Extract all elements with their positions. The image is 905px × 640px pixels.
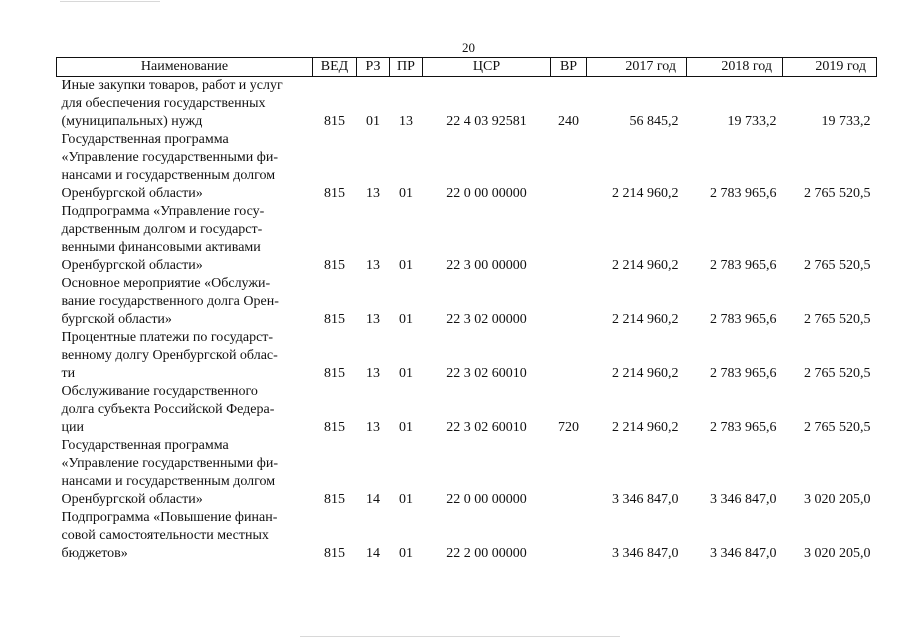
header-csr: ЦСР: [423, 58, 551, 77]
table-row: [57, 509, 877, 563]
row-amount-2018: 3 346 847,0: [710, 546, 777, 561]
row-name: [57, 329, 313, 383]
row-rz: 01: [366, 114, 380, 129]
row-amount-2019: 3 020 205,0: [804, 546, 871, 561]
row-amount-2017: 2 214 960,2: [612, 366, 679, 381]
header-vr: ВР: [551, 58, 587, 77]
row-name-line: «Управление государственными фи-: [61, 150, 278, 165]
row-rz: 13: [366, 312, 380, 327]
row-name-line: Основное мероприятие «Обслужи-: [61, 276, 271, 291]
row-pr: 01: [399, 420, 413, 435]
row-amount-2019: 19 733,2: [821, 114, 871, 129]
row-pr: 01: [399, 258, 413, 273]
row-name-line: вание государственного долга Орен-: [61, 294, 279, 309]
row-name-line: Оренбургской области»: [61, 258, 203, 273]
row-name-line: венному долгу Оренбургской облас-: [61, 348, 278, 363]
row-amount-2018: 2 783 965,6: [710, 258, 777, 273]
row-pr: 01: [399, 546, 413, 561]
row-ved: 815: [324, 492, 345, 507]
row-amount-2018: 2 783 965,6: [710, 186, 777, 201]
row-name-line: дарственным долгом и государст-: [61, 222, 263, 237]
row-ved: 815: [324, 258, 345, 273]
scan-artifact-top: [60, 1, 160, 2]
row-csr: 22 3 02 00000: [446, 312, 527, 327]
row-ved: 815: [324, 186, 345, 201]
row-name-line: долга субъекта Российской Федера-: [61, 402, 275, 417]
row-amount-2018: 2 783 965,6: [710, 312, 777, 327]
row-name-line: ти: [61, 366, 76, 381]
row-amount-2019: 2 765 520,5: [804, 420, 871, 435]
row-name-line: нансами и государственным долгом: [61, 474, 276, 489]
page-number: 20: [462, 40, 475, 55]
row-ved: 815: [324, 420, 345, 435]
row-csr: 22 0 00 00000: [446, 492, 527, 507]
row-csr: 22 2 00 00000: [446, 546, 527, 561]
row-name-line: Подпрограмма «Управление госу-: [61, 204, 265, 219]
table-row: [57, 131, 877, 203]
header-2018: 2018 год: [687, 58, 783, 77]
row-amount-2019: 2 765 520,5: [804, 186, 871, 201]
table-row: [57, 203, 877, 275]
row-amount-2018: 3 346 847,0: [710, 492, 777, 507]
row-name-line: нансами и государственным долгом: [61, 168, 276, 183]
row-name-line: «Управление государственными фи-: [61, 456, 278, 471]
row-pr: 01: [399, 186, 413, 201]
row-amount-2019: 2 765 520,5: [804, 258, 871, 273]
row-rz: 14: [366, 546, 380, 561]
row-name-line: венными финансовыми активами: [61, 240, 261, 255]
row-vr: [551, 437, 587, 509]
table-row: [57, 437, 877, 509]
row-rz: 13: [366, 420, 380, 435]
row-name: [57, 131, 313, 203]
row-ved: 815: [324, 312, 345, 327]
row-amount-2017: 3 346 847,0: [612, 492, 679, 507]
row-name-line: Государственная программа: [61, 438, 229, 453]
row-name: [57, 203, 313, 275]
row-rz: 14: [366, 492, 380, 507]
row-amount-2019: 3 020 205,0: [804, 492, 871, 507]
row-pr: 01: [399, 312, 413, 327]
row-csr: 22 0 00 00000: [446, 186, 527, 201]
header-2019: 2019 год: [783, 58, 877, 77]
row-vr: [551, 329, 587, 383]
row-vr: [551, 203, 587, 275]
row-amount-2017: 2 214 960,2: [612, 258, 679, 273]
row-rz: 13: [366, 258, 380, 273]
header-name: Наименование: [57, 58, 313, 77]
row-csr: 22 4 03 92581: [446, 114, 527, 129]
row-name-line: бургской области»: [61, 312, 172, 327]
table-row: [57, 383, 877, 437]
row-name-line: ции: [61, 420, 84, 435]
row-csr: 22 3 00 00000: [446, 258, 527, 273]
row-ved: 815: [324, 546, 345, 561]
row-vr: 720: [558, 420, 579, 435]
row-amount-2019: 2 765 520,5: [804, 312, 871, 327]
row-name: [57, 77, 313, 132]
row-name-line: Оренбургской области»: [61, 186, 203, 201]
row-rz: 13: [366, 366, 380, 381]
row-pr: 01: [399, 492, 413, 507]
header-rz: РЗ: [357, 58, 390, 77]
row-name-line: бюджетов»: [61, 546, 128, 561]
row-vr: 240: [558, 114, 579, 129]
row-ved: 815: [324, 114, 345, 129]
header-ved: ВЕД: [313, 58, 357, 77]
row-name-line: совой самостоятельности местных: [61, 528, 269, 543]
row-csr: 22 3 02 60010: [446, 366, 527, 381]
row-rz: 13: [366, 186, 380, 201]
row-vr: [551, 275, 587, 329]
row-amount-2018: 19 733,2: [727, 114, 777, 129]
row-name-line: Обслуживание государственного: [61, 384, 258, 399]
row-name-line: Процентные платежи по государст-: [61, 330, 274, 345]
row-vr: [551, 509, 587, 563]
row-ved: 815: [324, 366, 345, 381]
row-name-line: Подпрограмма «Повышение финан-: [61, 510, 278, 525]
row-amount-2017: 2 214 960,2: [612, 420, 679, 435]
row-amount-2017: 2 214 960,2: [612, 312, 679, 327]
row-amount-2017: 56 845,2: [629, 114, 679, 129]
row-amount-2017: 2 214 960,2: [612, 186, 679, 201]
header-2017: 2017 год: [587, 58, 687, 77]
row-pr: 13: [399, 114, 413, 129]
row-name: [57, 509, 313, 563]
budget-table: [56, 57, 877, 563]
row-name-line: (муниципальных) нужд: [61, 114, 203, 129]
row-name: [57, 275, 313, 329]
table-header-row: [57, 58, 877, 77]
row-name-line: Оренбургской области»: [61, 492, 203, 507]
row-name-line: для обеспечения государственных: [61, 96, 266, 111]
row-name-line: Иные закупки товаров, работ и услуг: [61, 78, 283, 93]
row-name: [57, 437, 313, 509]
row-vr: [551, 131, 587, 203]
row-name-line: Государственная программа: [61, 132, 229, 147]
row-amount-2018: 2 783 965,6: [710, 366, 777, 381]
row-amount-2018: 2 783 965,6: [710, 420, 777, 435]
scan-artifact-bottom: [300, 636, 620, 637]
table-row: [57, 329, 877, 383]
table-row: [57, 77, 877, 132]
row-name: [57, 383, 313, 437]
table-body: [57, 77, 877, 564]
row-csr: 22 3 02 60010: [446, 420, 527, 435]
row-pr: 01: [399, 366, 413, 381]
table-row: [57, 275, 877, 329]
header-pr: ПР: [390, 58, 423, 77]
row-amount-2017: 3 346 847,0: [612, 546, 679, 561]
row-amount-2019: 2 765 520,5: [804, 366, 871, 381]
